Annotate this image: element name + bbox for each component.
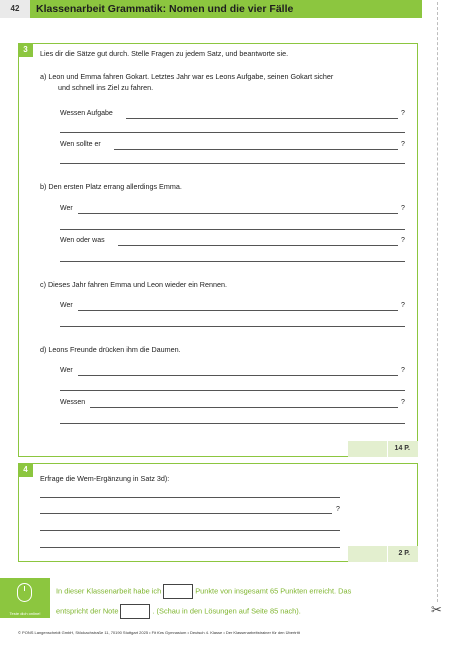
question-label: Wessen	[60, 399, 86, 406]
points-separator	[387, 546, 388, 562]
evaluation-text: . (Schau in den Lösungen auf Seite 85 nach).	[152, 606, 301, 616]
question-label: Wer	[60, 367, 73, 374]
question-mark: ?	[401, 367, 405, 374]
question-mark: ?	[336, 506, 340, 513]
task-3c-text: c) Dieses Jahr fahren Emma und Leon wieder ein Rennen.	[40, 280, 227, 289]
question-line[interactable]	[118, 245, 398, 246]
answer-line[interactable]	[60, 423, 405, 424]
task-3a-text-2: und schnell ins Ziel zu fahren.	[58, 83, 154, 92]
question-mark: ?	[401, 237, 405, 244]
points-label: 2 P.	[398, 550, 410, 557]
answer-line[interactable]	[60, 132, 405, 133]
task-3b-text: b) Den ersten Platz errang allerdings Emma.	[40, 182, 182, 191]
question-label: Wen oder was	[60, 237, 105, 244]
answer-line[interactable]	[60, 163, 405, 164]
page-header	[0, 0, 422, 18]
task-number: 3	[18, 43, 33, 57]
answer-line[interactable]	[40, 530, 340, 531]
question-label: Wessen Aufgabe	[60, 110, 113, 117]
points-badge	[348, 546, 418, 562]
task-4-instruction: Erfrage die Wem-Ergänzung in Satz 3d):	[40, 474, 170, 483]
question-mark: ?	[401, 399, 405, 406]
question-mark: ?	[401, 141, 405, 148]
evaluation-line-1	[56, 584, 351, 599]
question-mark: ?	[401, 302, 405, 309]
task-3a-text-1: a) Leon und Emma fahren Gokart. Letztes Jahr war es Leons Aufgabe, seinen Gokart sicher	[40, 72, 334, 81]
page-number: 42	[0, 0, 30, 18]
evaluation-text: entspricht der Note	[56, 606, 119, 616]
answer-line[interactable]	[40, 497, 340, 498]
scissors-icon: ✂	[431, 602, 442, 617]
points-separator	[387, 441, 388, 457]
answer-line[interactable]	[60, 261, 405, 262]
task-3d-text: d) Leons Freunde drücken ihm die Daumen.	[40, 345, 181, 354]
answer-line[interactable]	[40, 513, 332, 514]
answer-line[interactable]	[40, 547, 340, 548]
cut-line	[437, 2, 438, 602]
evaluation-line-2	[56, 604, 301, 619]
question-mark: ?	[401, 205, 405, 212]
question-label: Wen sollte er	[60, 141, 101, 148]
question-line[interactable]	[114, 149, 398, 150]
question-label: Wer	[60, 205, 73, 212]
question-line[interactable]	[78, 310, 398, 311]
mouse-button-line	[24, 586, 25, 591]
answer-line[interactable]	[60, 326, 405, 327]
question-mark: ?	[401, 110, 405, 117]
points-badge	[348, 441, 418, 457]
question-line[interactable]	[78, 375, 398, 376]
task-number: 4	[18, 463, 33, 477]
question-line[interactable]	[126, 118, 398, 119]
page-title: Klassenarbeit Grammatik: Nomen und die vier Fälle	[36, 3, 294, 15]
points-label: 14 P.	[394, 445, 410, 452]
online-test-caption: Teste dich online!	[9, 611, 41, 616]
evaluation-text: In dieser Klassenarbeit habe ich	[56, 586, 162, 596]
footer-copyright: © PONS Langenscheidt GmbH, Stöckachstraße 11, 70190 Stuttgart 2025 • Fit fürs Gymnasium • Deutsch 4. Klasse • Der Klassenarbeitstrainer für den Übertritt	[18, 630, 300, 635]
task-3-box	[18, 43, 418, 457]
online-test-icon[interactable]	[0, 578, 50, 618]
question-line[interactable]	[78, 213, 398, 214]
evaluation-text: Punkte von insgesamt 65 Punkten erreicht. Das	[195, 586, 352, 596]
answer-line[interactable]	[60, 390, 405, 391]
question-line[interactable]	[90, 407, 398, 408]
task-3-instruction: Lies dir die Sätze gut durch. Stelle Fragen zu jedem Satz, und beantworte sie.	[40, 49, 289, 58]
question-label: Wer	[60, 302, 73, 309]
score-input-box[interactable]	[163, 584, 193, 599]
grade-input-box[interactable]	[120, 604, 150, 619]
answer-line[interactable]	[60, 229, 405, 230]
mouse-icon	[17, 583, 32, 602]
